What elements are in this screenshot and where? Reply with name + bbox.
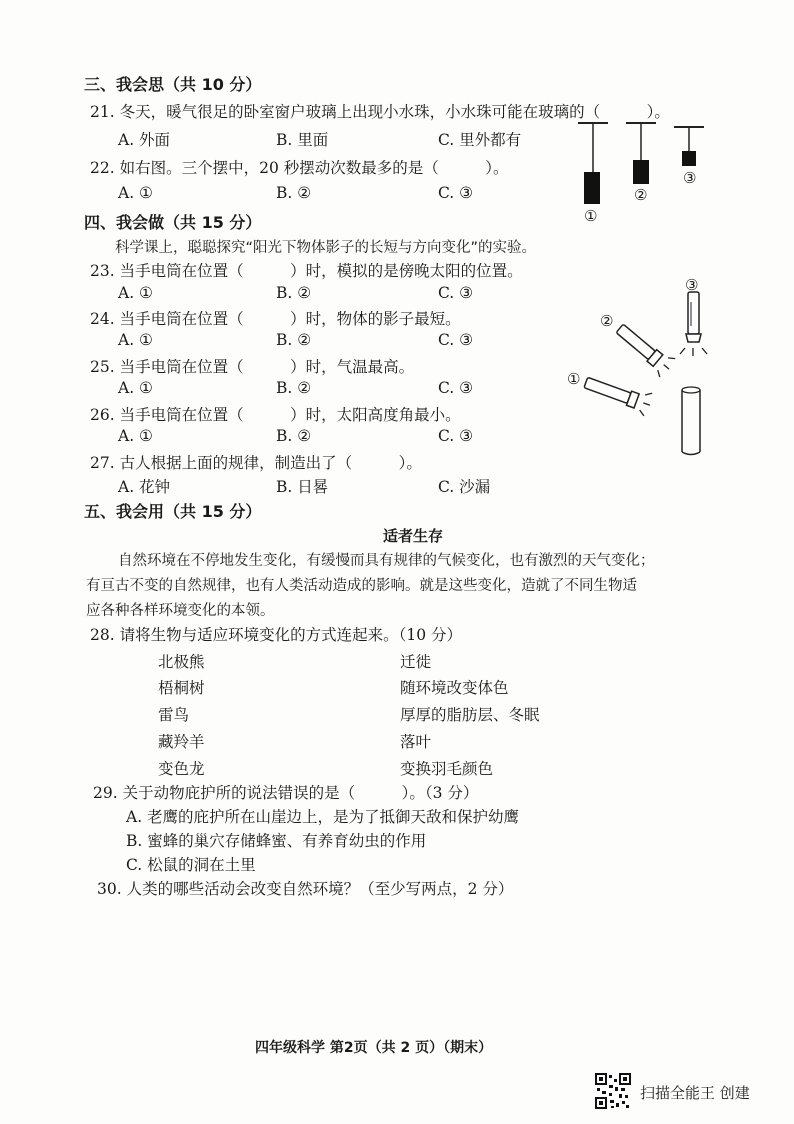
question-25-stem: 25. 当手电筒在位置（ ）时，气温最高。 — [90, 358, 415, 376]
q29-option-b: B. 蜜蜂的巢穴存储蜂蜜、有养育幼虫的作用 — [126, 832, 427, 850]
question-26-stem: 26. 当手电筒在位置（ ）时，太阳高度角最小。 — [90, 406, 461, 424]
q27-option-b: B. 日晷 — [276, 478, 329, 496]
passage-line-3: 应各种各样环境变化的本领。 — [86, 603, 275, 619]
section-3-title: 三、我会思（共 10 分） — [84, 75, 262, 94]
rod-object — [682, 387, 700, 455]
q25-option-c: C. ③ — [438, 379, 474, 397]
q25-option-a: A. ① — [118, 379, 153, 397]
page-footer: 四年级科学 第2页（共 2 页）（期末） — [255, 1040, 493, 1056]
pendulum-2 — [626, 123, 656, 184]
pendulum-label-2: ② — [634, 186, 648, 204]
q21-option-b: B. 里面 — [276, 131, 329, 149]
question-22-stem: 22. 如右图。三个摆中，20 秒摆动次数最多的是（ ）。 — [90, 159, 509, 177]
q25-option-b: B. ② — [276, 379, 312, 397]
section-4-title: 四、我会做（共 15 分） — [84, 213, 262, 232]
q28-left-item: 雷鸟 — [158, 706, 190, 724]
flashlight-1-icon — [582, 371, 654, 417]
question-27-stem: 27. 古人根据上面的规律，制造出了（ ）。 — [90, 454, 422, 472]
flashlight-label-3: ③ — [685, 276, 699, 294]
q26-option-c: C. ③ — [438, 427, 474, 445]
q28-right-item: 变换羽毛颜色 — [400, 760, 494, 778]
q24-option-a: A. ① — [118, 331, 153, 349]
section-5-title: 五、我会用（共 15 分） — [84, 502, 262, 521]
section-4-intro: 科学课上，聪聪探究“阳光下物体影子的长短与方向变化”的实验。 — [115, 240, 537, 256]
question-23-stem: 23. 当手电筒在位置（ ）时，模拟的是傍晚太阳的位置。 — [90, 262, 523, 280]
flashlight-label-2: ② — [600, 312, 614, 330]
q28-right-item: 迁徙 — [400, 653, 432, 671]
q28-left-item: 变色龙 — [158, 760, 205, 778]
q28-left-item: 藏羚羊 — [158, 733, 205, 751]
q27-option-a: A. 花钟 — [118, 478, 171, 496]
pendulum-label-3: ③ — [683, 169, 697, 187]
pendulum-3 — [674, 127, 704, 166]
q26-option-b: B. ② — [276, 427, 312, 445]
passage-line-1: 自然环境在不停地发生变化，有缓慢而具有规律的气候变化，也有激烈的天气变化； — [118, 553, 655, 569]
q22-option-b: B. ② — [276, 184, 312, 202]
q29-option-c: C. 松鼠的洞在土里 — [126, 856, 256, 874]
question-29-stem: 29. 关于动物庇护所的说法错误的是（ ）。（3 分） — [93, 784, 479, 802]
q21-option-a: A. 外面 — [118, 131, 171, 149]
scanner-watermark: 扫描全能王 创建 — [640, 1084, 750, 1102]
q27-option-c: C. 沙漏 — [438, 478, 491, 496]
passage-line-2: 有亘古不变的自然规律，也有人类活动造成的影响。就是这些变化，造就了不同生物适 — [86, 578, 637, 594]
pendulum-1 — [578, 123, 608, 204]
q28-left-item: 梧桐树 — [158, 679, 205, 697]
q23-option-c: C. ③ — [438, 284, 474, 302]
flashlight-3-icon — [680, 292, 707, 356]
qr-code-icon — [595, 1073, 631, 1109]
flashlight-2-icon — [612, 319, 676, 379]
q28-right-item: 厚厚的脂肪层、冬眠 — [400, 706, 540, 724]
q29-option-a: A. 老鹰的庇护所在山崖边上，是为了抵御天敌和保护幼鹰 — [126, 808, 520, 826]
pendulum-label-1: ① — [584, 207, 598, 225]
q28-right-item: 随环境改变体色 — [400, 679, 509, 697]
q23-option-b: B. ② — [276, 284, 312, 302]
q28-right-item: 落叶 — [400, 733, 432, 751]
passage-title: 适者生存 — [383, 527, 444, 545]
flashlight-figure — [560, 270, 740, 470]
question-24-stem: 24. 当手电筒在位置（ ）时，物体的影子最短。 — [90, 310, 461, 328]
q24-option-b: B. ② — [276, 331, 312, 349]
q21-option-c: C. 里外都有 — [438, 131, 522, 149]
q22-option-a: A. ① — [118, 184, 153, 202]
question-28-stem: 28. 请将生物与适应环境变化的方式连起来。（10 分） — [90, 626, 462, 644]
question-21-stem: 21. 冬天，暖气很足的卧室窗户玻璃上出现小水珠，小水珠可能在玻璃的（ ）。 — [90, 103, 670, 121]
q24-option-c: C. ③ — [438, 331, 474, 349]
q28-left-item: 北极熊 — [158, 653, 205, 671]
q22-option-c: C. ③ — [438, 184, 474, 202]
q23-option-a: A. ① — [118, 284, 153, 302]
question-30-stem: 30. 人类的哪些活动会改变自然环境？（至少写两点，2 分） — [97, 880, 514, 898]
q26-option-a: A. ① — [118, 427, 153, 445]
flashlight-label-1: ① — [567, 370, 581, 388]
